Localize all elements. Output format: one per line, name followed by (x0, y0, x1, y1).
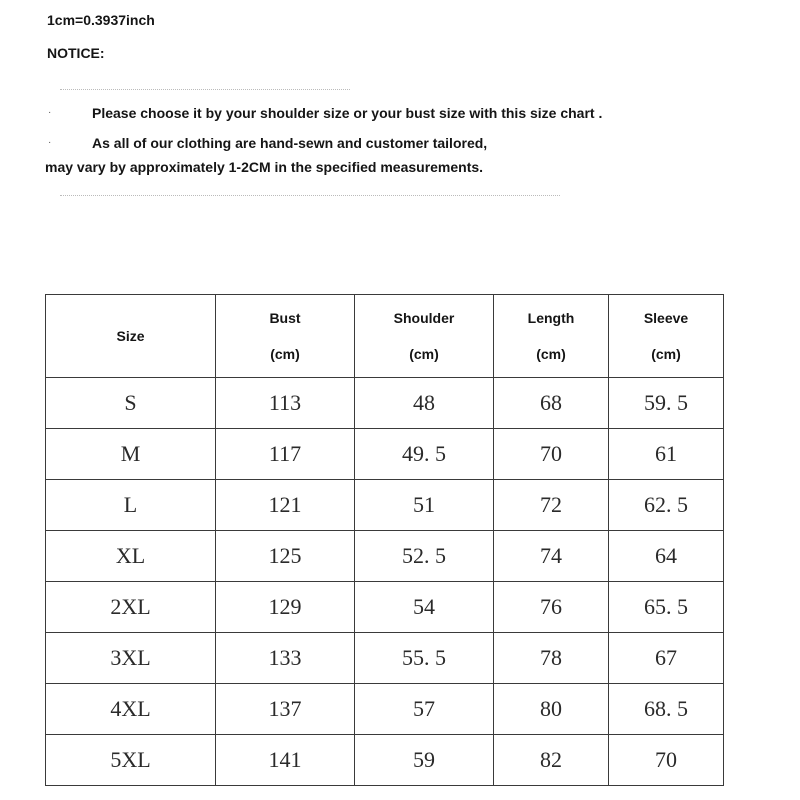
bullet-mark: · (48, 137, 52, 148)
column-header-unit: (cm) (651, 346, 681, 362)
notice-line-variance: may vary by approximately 1-2CM in the specified measurements. (45, 159, 484, 175)
notice-heading: NOTICE: (47, 45, 105, 61)
sleeve-cell: 70 (609, 735, 724, 786)
sleeve-cell: 61 (609, 429, 724, 480)
sleeve-cell: 68. 5 (609, 684, 724, 735)
table-row (46, 480, 724, 531)
notice-line-handsewn: As all of our clothing are hand-sewn and customer tailored, (92, 135, 488, 151)
sleeve-cell: 65. 5 (609, 582, 724, 633)
shoulder-cell: 57 (355, 684, 494, 735)
size-cell: S (46, 378, 216, 429)
column-header-size (46, 295, 216, 378)
size-cell: 3XL (46, 633, 216, 684)
bust-cell: 113 (216, 378, 355, 429)
shoulder-cell: 59 (355, 735, 494, 786)
column-header-length (494, 295, 609, 378)
bust-cell: 117 (216, 429, 355, 480)
size-cell: 4XL (46, 684, 216, 735)
column-header-unit: (cm) (270, 346, 300, 362)
sleeve-cell: 67 (609, 633, 724, 684)
bust-cell: 129 (216, 582, 355, 633)
column-header-sleeve (609, 295, 724, 378)
shoulder-cell: 49. 5 (355, 429, 494, 480)
size-cell: L (46, 480, 216, 531)
length-cell: 82 (494, 735, 609, 786)
bust-cell: 137 (216, 684, 355, 735)
table-row (46, 531, 724, 582)
length-cell: 72 (494, 480, 609, 531)
length-cell: 74 (494, 531, 609, 582)
shoulder-cell: 48 (355, 378, 494, 429)
column-header-label: Size (116, 328, 145, 344)
bullet-mark: · (48, 107, 52, 118)
size-cell: 2XL (46, 582, 216, 633)
size-chart-table (45, 294, 724, 786)
divider (60, 89, 350, 91)
size-cell: XL (46, 531, 216, 582)
shoulder-cell: 52. 5 (355, 531, 494, 582)
length-cell: 80 (494, 684, 609, 735)
length-cell: 78 (494, 633, 609, 684)
column-header-bust (216, 295, 355, 378)
bust-cell: 141 (216, 735, 355, 786)
table-row (46, 378, 724, 429)
notice-line-size-choice: Please choose it by your shoulder size or your bust size with this size chart . (92, 105, 603, 121)
table-row (46, 582, 724, 633)
bust-cell: 121 (216, 480, 355, 531)
sleeve-cell: 59. 5 (609, 378, 724, 429)
length-cell: 68 (494, 378, 609, 429)
bust-cell: 133 (216, 633, 355, 684)
length-cell: 76 (494, 582, 609, 633)
column-header-label: Shoulder (393, 310, 455, 326)
unit-conversion: 1cm=0.3937inch (47, 12, 155, 28)
table-header-row (46, 295, 724, 378)
shoulder-cell: 51 (355, 480, 494, 531)
table-row (46, 684, 724, 735)
bust-cell: 125 (216, 531, 355, 582)
column-header-shoulder (355, 295, 494, 378)
column-header-label: Bust (269, 310, 301, 326)
column-header-unit: (cm) (409, 346, 439, 362)
table-row (46, 633, 724, 684)
length-cell: 70 (494, 429, 609, 480)
shoulder-cell: 54 (355, 582, 494, 633)
shoulder-cell: 55. 5 (355, 633, 494, 684)
table-row (46, 429, 724, 480)
sleeve-cell: 62. 5 (609, 480, 724, 531)
size-cell: M (46, 429, 216, 480)
size-cell: 5XL (46, 735, 216, 786)
table-row (46, 735, 724, 786)
sleeve-cell: 64 (609, 531, 724, 582)
divider (60, 195, 560, 197)
column-header-label: Length (527, 310, 575, 326)
column-header-unit: (cm) (536, 346, 566, 362)
column-header-label: Sleeve (643, 310, 689, 326)
